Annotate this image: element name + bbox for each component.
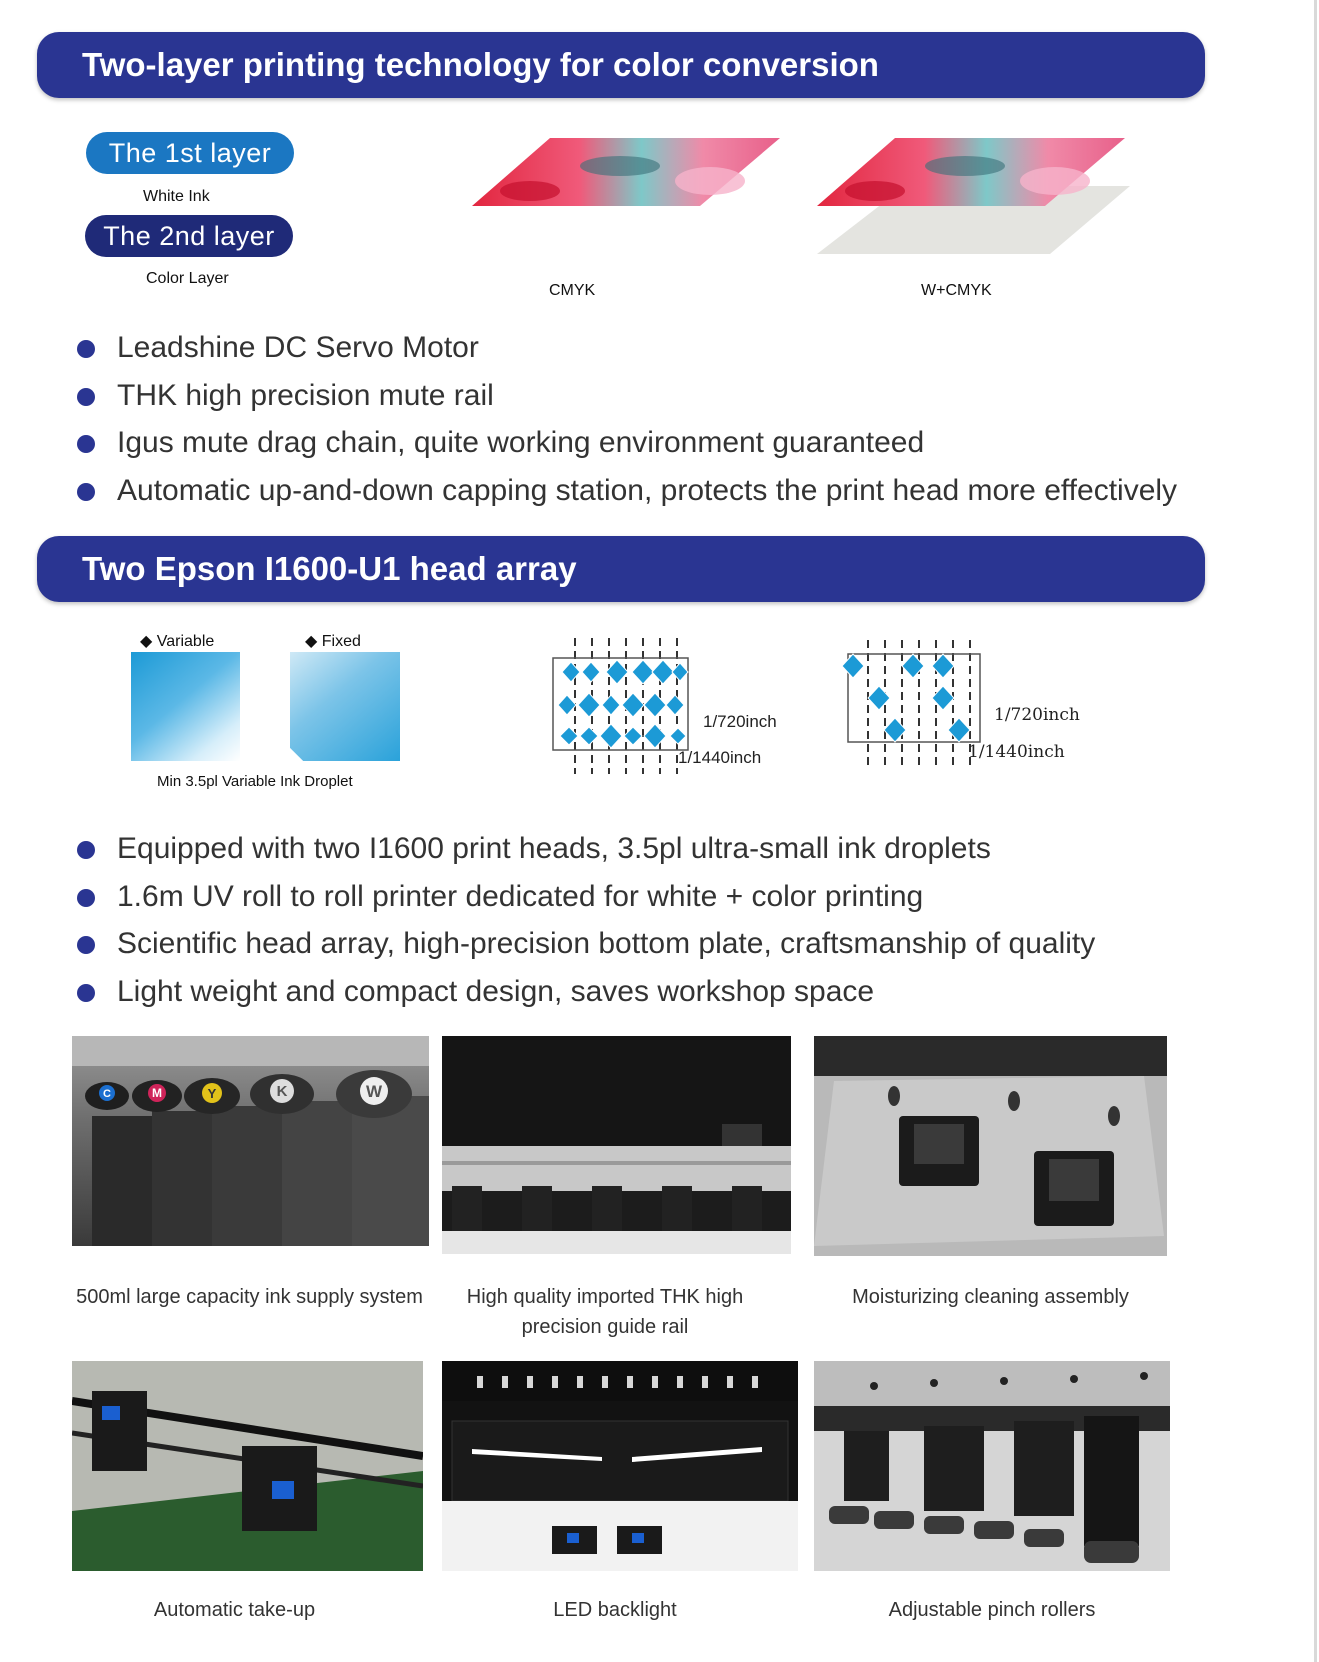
fixed-droplet-swatch [290,652,400,761]
bullet-dot-icon [77,936,95,954]
cmyk-print-image [470,136,790,208]
bullet-dot-icon [77,340,95,358]
layer2-pill: The 2nd layer [85,215,293,257]
bullet-dot-icon [77,889,95,907]
bullet-item: Automatic up-and-down capping station, protects the print head more effectively [75,467,1177,515]
diagram2-pitch-720: 1/720inch [994,705,1080,725]
bullet-item: Equipped with two I1600 print heads, 3.5pl ultra-small ink droplets [75,825,1095,873]
bullet-item: Igus mute drag chain, quite working environment guaranteed [75,419,1177,467]
section1-banner [37,32,1205,98]
droplet-caption: Min 3.5pl Variable Ink Droplet [157,773,353,790]
section1-title: Two-layer printing technology for color conversion [82,46,879,83]
cleaning-assembly-caption: Moisturizing cleaning assembly [852,1286,1129,1308]
led-backlight-caption: LED backlight [553,1599,677,1621]
diagram1-pitch-720: 1/720inch [703,712,777,731]
pinch-rollers-photo [814,1361,1170,1571]
diagram1-pitch-1440: 1/1440inch [678,748,762,767]
bullet-item: Light weight and compact design, saves workshop space [75,968,1095,1016]
variable-label: ◆ Variable [140,633,215,650]
layer2-desc: Color Layer [146,270,229,287]
svg-text:W: W [365,1082,383,1101]
cleaning-assembly-photo [814,1036,1167,1256]
svg-text:K: K [276,1083,288,1100]
bullet-item: 1.6m UV roll to roll printer dedicated for white + color printing [75,873,1095,921]
bullet-dot-icon [77,841,95,859]
guide-rail-photo [442,1036,791,1254]
section2-bullet-list [75,825,1095,1015]
bullet-item: Leadshine DC Servo Motor [75,324,1177,372]
led-backlight-photo [442,1361,798,1571]
section2-title: Two Epson I1600-U1 head array [82,550,577,587]
take-up-caption: Automatic take-up [153,1599,316,1621]
ink-supply-photo [72,1036,429,1246]
guide-rail-caption: High quality imported THK high precision guide rail [466,1286,744,1338]
bullet-dot-icon [77,483,95,501]
svg-text:Y: Y [207,1086,217,1101]
wcmyk-print-image [815,136,1135,256]
wcmyk-caption: W+CMYK [921,282,992,299]
svg-text:C: C [103,1088,111,1100]
variable-droplet-swatch [131,652,240,761]
ink-supply-caption: 500ml large capacity ink supply system [76,1286,423,1308]
take-up-photo [72,1361,423,1571]
section2-banner [37,536,1205,602]
bullet-item: Scientific head array, high-precision bottom plate, craftsmanship of quality [75,920,1095,968]
head-array-diagram-2 [840,640,985,770]
cmyk-caption: CMYK [549,282,596,299]
page-edge-divider [1314,0,1317,1662]
section1-bullet-list [75,324,1177,514]
bullet-item: THK high precision mute rail [75,372,1177,420]
bullet-dot-icon [77,435,95,453]
layer1-pill: The 1st layer [86,132,294,174]
bullet-dot-icon [77,984,95,1002]
diagram2-pitch-1440: 1/1440inch [968,742,1065,762]
svg-text:M: M [152,1086,162,1100]
pinch-rollers-caption: Adjustable pinch rollers [888,1599,1096,1621]
layer1-desc: White Ink [143,188,210,205]
fixed-label: ◆ Fixed [305,633,361,650]
bullet-dot-icon [77,388,95,406]
